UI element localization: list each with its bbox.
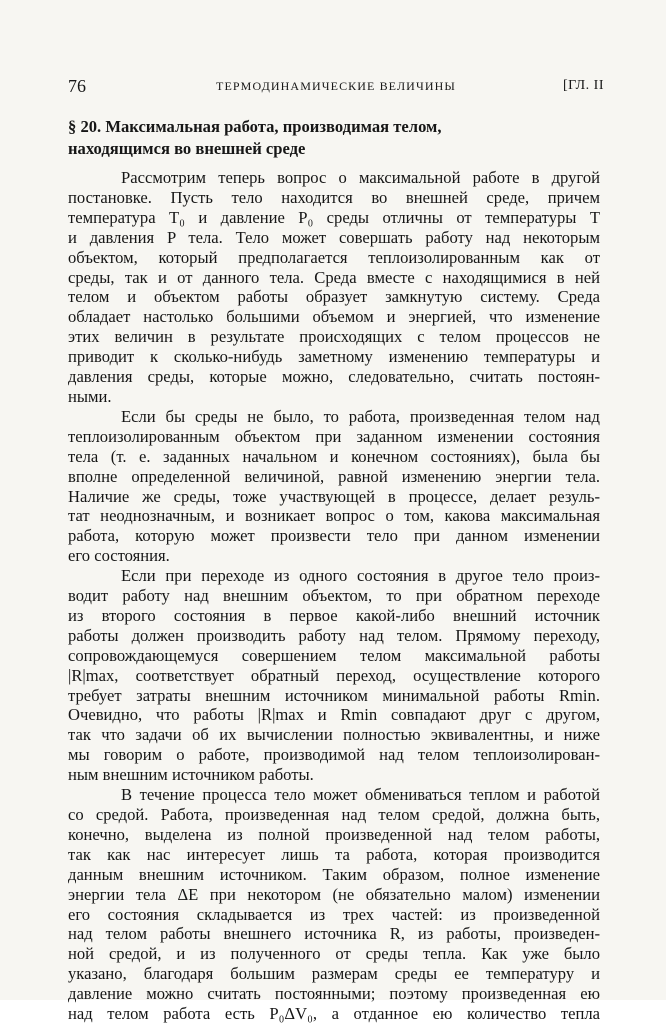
section-title-line: § 20. Максимальная работа, производимая телом, [68, 117, 442, 136]
text-line: обладает настолько большими объемом и энергией, что изменение [68, 307, 600, 327]
text-line: его состояния складывается из трех частей: из произведенной [68, 904, 600, 924]
text-line: этих величин в результате происходящих с телом процессов не [68, 327, 600, 347]
text-line: тат неоднозначным, и возникает вопрос о том, какова максимальная [68, 506, 600, 526]
text-line: мы говорим о работе, производимой над телом теплоизолирован- [68, 745, 600, 765]
text-line: из второго состояния в первое какой-либо внешний источник [68, 605, 600, 625]
chapter-reference: [ГЛ. II [562, 78, 604, 93]
text-line: |R|max, соответствует обратный переход, осуществление которого [68, 665, 600, 685]
text-line: работа, которую может произвести тело при данном изменении [68, 526, 600, 546]
text-line: тела (т. е. заданных начальном и конечном состояниях), была бы [68, 446, 600, 466]
text-line: указано, благодаря большим размерам среды ее температуру и [68, 964, 600, 984]
paragraph-3 [68, 566, 600, 785]
text-line: его состояния. [68, 546, 170, 566]
text-line: объектом, который предполагается теплоизолированным как от [68, 247, 600, 267]
page-number: 76 [68, 76, 86, 96]
text-line: над телом работа есть P₀ΔV₀, а отданное ею количество тепла [68, 1004, 600, 1024]
body-text [68, 168, 600, 1024]
text-line: со средой. Работа, произведенная над телом средой, должна быть, [68, 805, 600, 824]
text-line: водит работу над внешним объектом, то при обратном переходе [68, 586, 600, 606]
text-line: так что задачи об их вычислении полностью эквивалентны, и ниже [68, 725, 600, 745]
section-title-line: находящимся во внешней среде [68, 139, 306, 158]
paragraph-4 [68, 785, 600, 1024]
text-line: ной средой, и из полученного от среды тепла. Как уже было [68, 944, 600, 964]
text-line: данным внешним источником. Таким образом, полное изменение [68, 864, 600, 884]
text-line: приводит к сколько-нибудь заметному изменению температуры и [68, 347, 600, 367]
paragraph-1 [68, 168, 600, 407]
text-line: ными. [68, 386, 112, 406]
text-line: ным внешним источником работы. [68, 765, 314, 785]
text-line: энергии тела ΔE при некотором (не обязательно малом) изменении [68, 884, 600, 904]
text-line: среды, так и от данного тела. Среда вместе с находящимися в ней [68, 267, 600, 287]
running-title: ТЕРМОДИНАМИЧЕСКИЕ ВЕЛИЧИНЫ [216, 79, 456, 93]
text-line: телом и объектом работы образует замкнутую систему. Среда [68, 287, 600, 307]
text-line: работы должен производить работу над телом. Прямому переходу, [68, 625, 600, 645]
text-line: давление можно считать постоянными; поэтому произведенная ею [68, 984, 600, 1004]
text-line: вполне определенной величиной, равной изменению энергии тела. [68, 466, 600, 486]
text-line: Если при переходе из одного состояния в другое тело произ- [121, 566, 600, 586]
text-line: сопровождающемуся совершением телом максимальной работы [68, 645, 600, 665]
paragraph-2 [68, 407, 600, 566]
text-line: постановке. Пусть тело находится во внешней среде, причем [68, 187, 600, 207]
text-line: Наличие же среды, тоже участвующей в процессе, делает резуль- [68, 486, 600, 506]
section-heading [68, 116, 588, 160]
text-line: над телом работы внешнего источника R, из работы, произведен- [68, 924, 600, 944]
text-line: конечно, выделена из полной произведенной над телом работы, [68, 824, 600, 844]
text-line: требует затраты внешним источником минимальной работы Rmin. [68, 685, 600, 705]
text-line: давления среды, которые можно, следовательно, считать постоян- [68, 367, 600, 387]
text-line: и давления P тела. Тело может совершать работу над некоторым [68, 227, 600, 247]
text-line: температура T₀ и давление P₀ среды отличны от температуры T [68, 207, 600, 227]
text-line: Очевидно, что работы |R|max и Rmin совпадают друг с другом, [68, 705, 600, 725]
text-line: В течение процесса тело может обмениваться теплом и работой [121, 785, 600, 805]
text-line: так как нас интересует лишь та работа, которая производится [68, 844, 600, 864]
text-line: теплоизолированным объектом при заданном изменении состояния [68, 426, 600, 446]
text-line: Если бы среды не было, то работа, произведенная телом над [121, 406, 600, 426]
running-head [68, 76, 604, 100]
text-line: Рассмотрим теперь вопрос о максимальной работе в другой [121, 168, 600, 187]
